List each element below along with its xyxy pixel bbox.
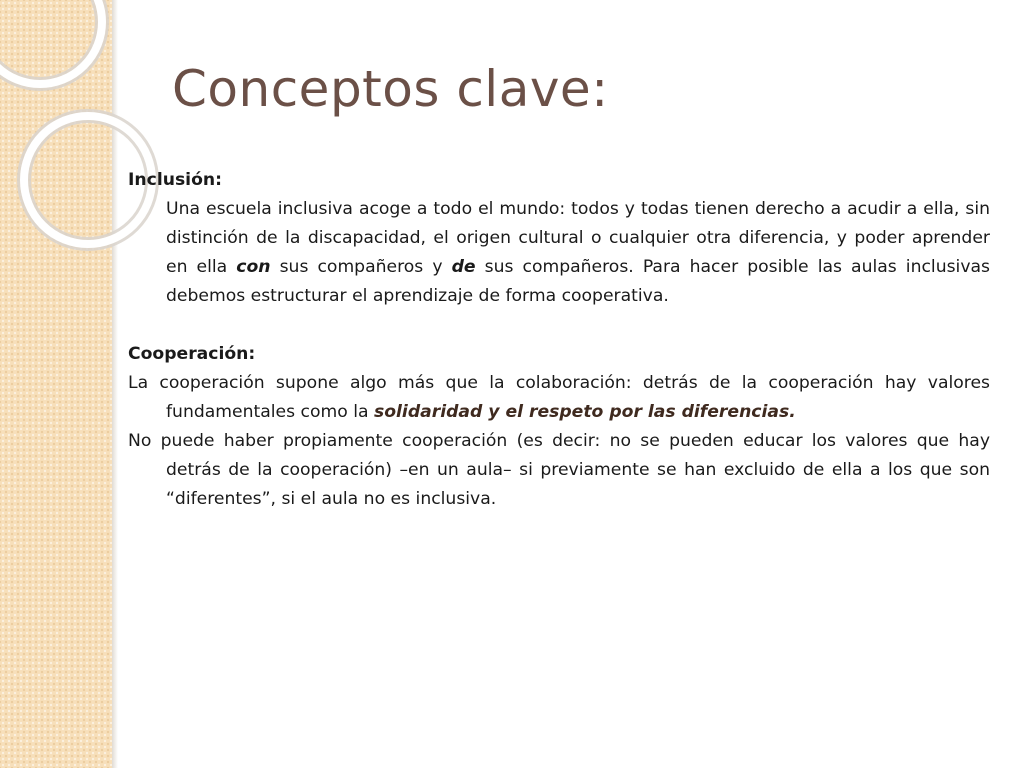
inclusion-emphasis-de: de bbox=[451, 257, 476, 277]
section-spacer bbox=[128, 311, 990, 340]
inclusion-text-part1: Una escuela inclusiva acoge a todo el mundo: todos y todas tienen derecho a acudir a ella, sin distinción de la discapacidad, el origen cultural o cualquier otra diferencia, y poder aprender en ella bbox=[166, 199, 990, 277]
ring-top bbox=[0, 0, 102, 84]
inclusion-section bbox=[128, 166, 990, 311]
slide-title: Conceptos clave: bbox=[172, 60, 609, 118]
inclusion-text-part3: sus compañeros. Para hacer posible las aulas inclusivas debemos estructurar el aprendizaje de forma cooperativa. bbox=[166, 257, 990, 306]
cooperacion-heading: Cooperación: bbox=[128, 344, 256, 364]
cooperacion-paragraph-2: No puede haber propiamente cooperación (es decir: no se pueden educar los valores que hay detrás de la cooperación) –en un aula– si previamente se han excluido de ella a los que son “diferentes”, si el aula no es inclusiva. bbox=[128, 431, 990, 509]
cooperacion-text-1: La cooperación supone algo más que la colaboración: detrás de la cooperación hay valores fundamentales como la bbox=[128, 373, 990, 422]
cooperacion-values-phrase: solidaridad y el respeto por las diferencias. bbox=[374, 402, 796, 422]
inclusion-paragraph bbox=[128, 195, 990, 311]
cooperacion-section bbox=[128, 340, 990, 514]
cooperacion-paragraph-1 bbox=[128, 369, 990, 427]
inclusion-text-part2: sus compañeros y bbox=[270, 257, 452, 277]
slide-content bbox=[128, 166, 990, 514]
inclusion-heading: Inclusión: bbox=[128, 170, 222, 190]
inclusion-emphasis-con: con bbox=[236, 257, 271, 277]
